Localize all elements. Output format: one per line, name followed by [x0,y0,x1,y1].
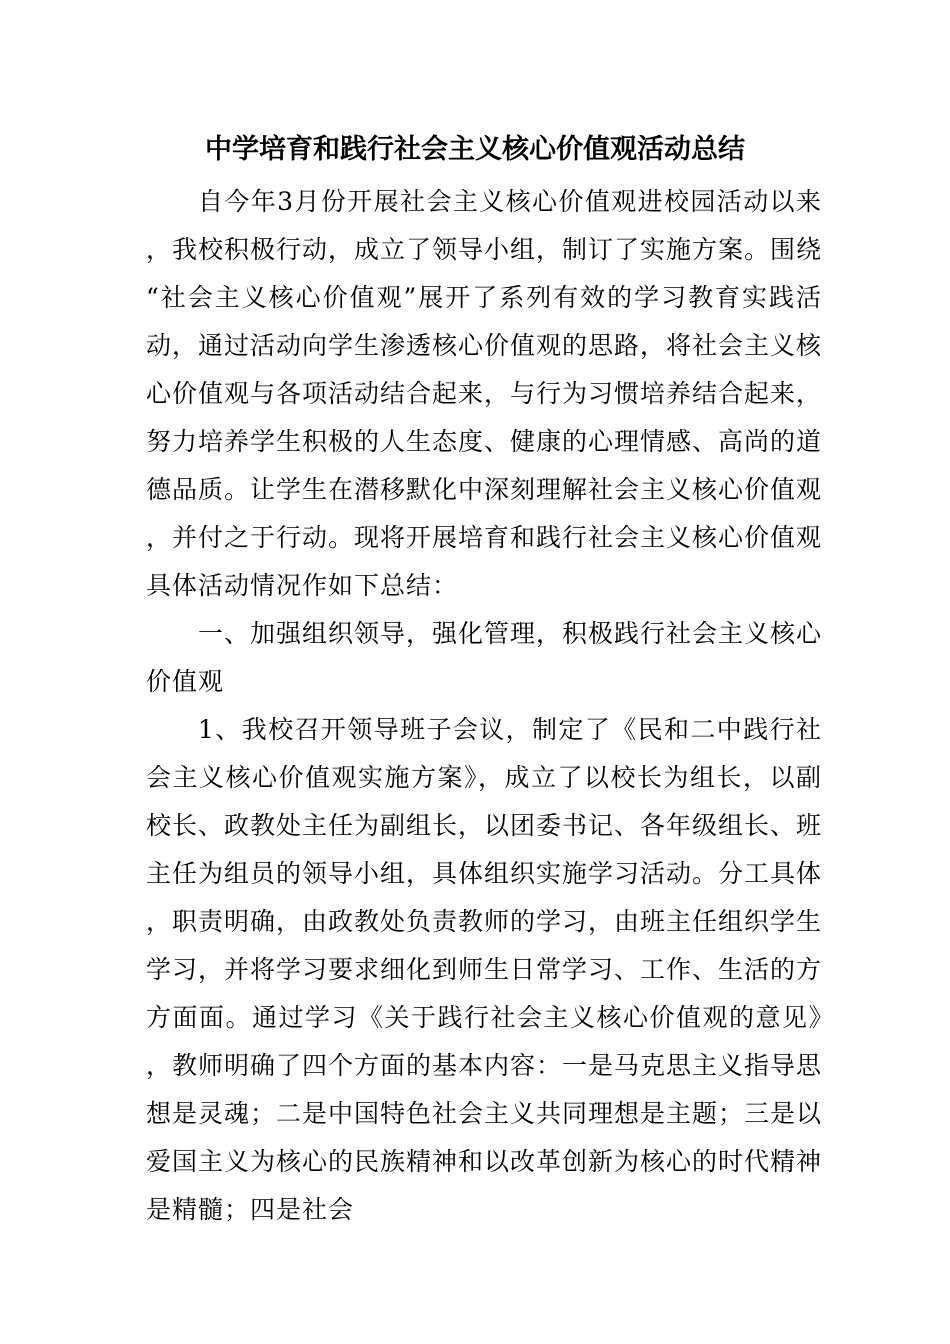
document-title: 中学培育和践行社会主义核心价值观活动总结 [205,134,745,165]
paragraph-intro: 自今年3月份开展社会主义核心价值观进校园活动以来，我校积极行动，成立了领导小组，制订了实施方案。围绕“社会主义核心价值观”展开了系列有效的学习教育实践活动，通过活动向学生渗透核心价值观的思路，将社会主义核心价值观与各项活动结合起来，与行为习惯培养结合起来，努力培养学生积极的人生态度、健康的心理情感、高尚的道德品质。让学生在潜移默化中深刻理解社会主义核心价值观，并付之于行动。现将开展培育和践行社会主义核心价值观具体活动情况作如下总结： [146,187,823,600]
document-body [146,178,822,1234]
paragraph-item-1: 1、我校召开领导班子会议，制定了《民和二中践行社会主义核心价值观实施方案》，成立了以校长为组长，以副校长、政教处主任为副组长，以团委书记、各年级组长、班主任为组员的领导小组，具体组织实施学习活动。分工具体，职责明确，由政教处负责教师的学习，由班主任组织学生学习，并将学习要求细化到师生日常学习、工作、生活的方方面面。通过学习《关于践行社会主义核心价值观的意见》，教师明确了四个方面的基本内容：一是马克思主义指导思想是灵魂；二是中国特色社会主义共同理想是主题；三是以爱国主义为核心的民族精神和以改革创新为核心的时代精神是精髓；四是社会 [146,715,823,1224]
section-heading-1: 一、加强组织领导，强化管理，积极践行社会主义核心价值观 [146,619,823,696]
